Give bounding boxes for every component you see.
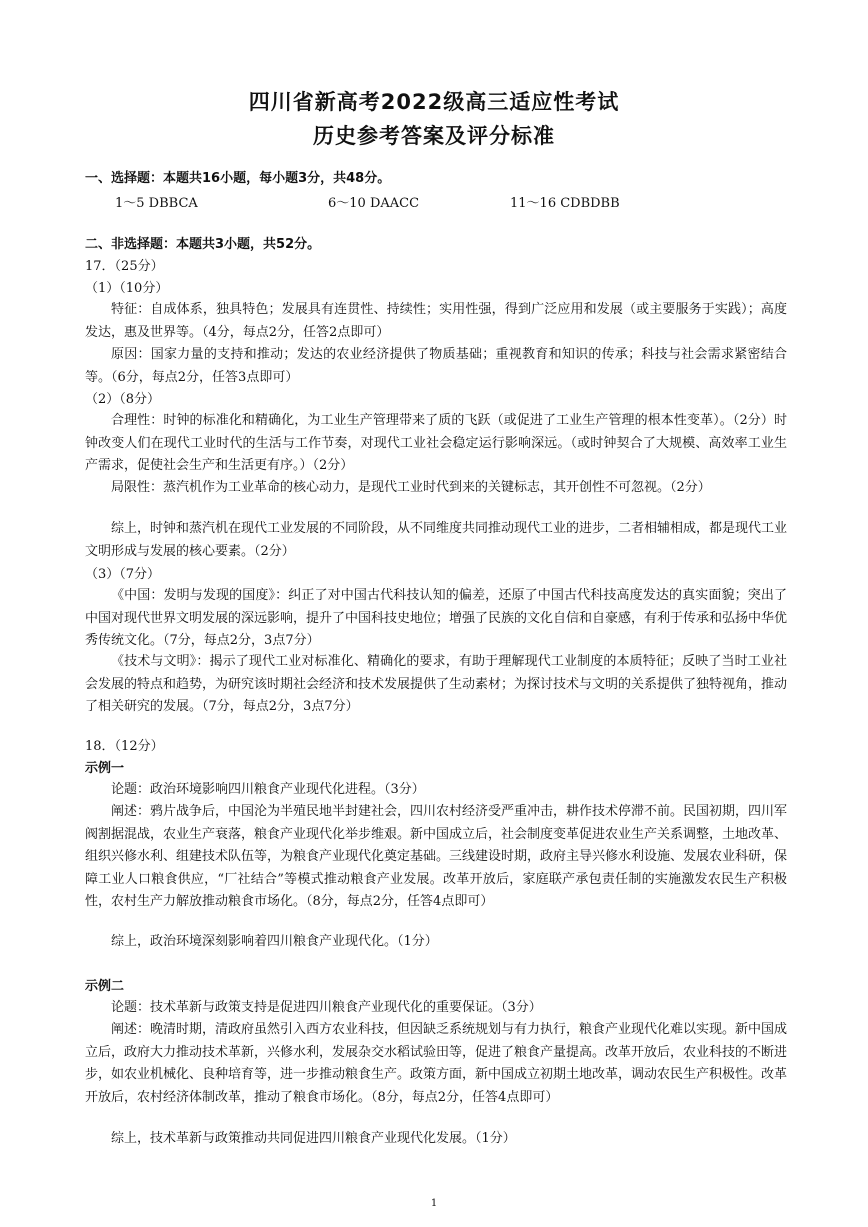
q17-label: 17．（25分） (85, 259, 164, 274)
q18-label: 18．（12分） (85, 739, 164, 754)
q17-part1-reasons: 原因：国家力量的支持和推动；发达的农业经济提供了物质基础；重视教育和知识的传承；科技与社会需求紧密结合等。（6分，每点2分，任答3点即可） (85, 347, 787, 385)
answer-group-1: 1～5 DBBCA (115, 196, 198, 211)
q17-part2-conclusion: 综上，时钟和蒸汽机在现代工业发展的不同阶段，从不同维度共同推动现代工业的进步，二者相辅相成，都是现代工业文明形成与发展的核心要素。（2分） (85, 521, 788, 559)
q18-example1-thesis: 论题：政治环境影响四川粮食产业现代化进程。（3分） (111, 782, 425, 797)
q18-example1-label: 示例一 (85, 761, 125, 776)
section1-heading: 一、选择题：本题共16小题，每小题3分，共48分。 (85, 171, 391, 186)
q18-example2-body: 阐述：晚清时期，清政府虽然引入西方农业科技，但因缺乏系统规划与有力执行，粮食产业现代化难以实现。新中国成立后，政府大力推动技术革新，兴修水利，发展杂交水稻试验田等，促进了粮食产量提高。改革开放后，农业科技的不断进步，如农业机械化、良种培育等，进一步推动粮食生产。政策方面，新中国成立初期土地改革，调动农民生产积极性。改革开放后，农村经济体制改革，推动了粮食市场化。（8分，每点2分，任答4点即可） (85, 1022, 788, 1105)
answer-group-3: 11～16 CDBDBB (510, 196, 620, 211)
answer-group-2: 6～10 DAACC (328, 196, 420, 211)
q17-part3-book2: 《技术与文明》：揭示了现代工业对标准化、精确化的要求，有助于理解现代工业制度的本质特征；反映了当时工业社会发展的特点和趋势，为研究该时期社会经济和技术发展提供了生动素材；为探讨技术与文明的关系提供了独特视角，推动了相关研究的发展。（7分，每点2分，3点7分） (85, 654, 788, 714)
document-title: 四川省新高考2022级高三适应性考试 (248, 90, 620, 114)
document-subtitle: 历史参考答案及评分标准 (313, 124, 555, 148)
q17-part3-book1: 《中国：发明与发现的国度》：纠正了对中国古代科技认知的偏差，还原了中国古代科技高度发达的真实面貌；突出了中国对现代世界文明发展的深远影响，提升了中国科技史地位；增强了民族的文化自信和自豪感，有利于传承和弘扬中华优秀传统文化。（7分，每点2分，3点7分） (85, 588, 788, 648)
section2-heading: 二、非选择题：本题共3小题，共52分。 (85, 237, 321, 252)
q17-part2-label: （2）（8分） (85, 392, 161, 407)
q17-part2-rationality: 合理性：时钟的标准化和精确化，为工业生产管理带来了质的飞跃（或促进了工业生产管理的根本性变革）。（2分）时钟改变人们在现代工业时代的生活与工作节奏，对现代工业社会稳定运行影响深远。（或时钟契合了大规模、高效率工业生产需求，促使社会生产和生活更有序。）（2分） (85, 413, 787, 473)
q17-part3-label: （3）（7分） (85, 567, 161, 582)
q17-part1-features: 特征：自成体系，独具特色；发展具有连贯性、持续性；实用性强，得到广泛应用和发展（或主要服务于实践）；高度发达，惠及世界等。（4分，每点2分，任答2点即可） (85, 302, 787, 340)
q18-example1-conclusion: 综上，政治环境深刻影响着四川粮食产业现代化。（1分） (111, 934, 438, 949)
q17-part2-limitation: 局限性：蒸汽机作为工业革命的核心动力，是现代工业时代到来的关键标志，其开创性不可忽视。（2分） (111, 480, 711, 495)
q18-example2-thesis: 论题：技术革新与政策支持是促进四川粮食产业现代化的重要保证。（3分） (111, 1000, 542, 1015)
q18-example2-conclusion: 综上，技术革新与政策推动共同促进四川粮食产业现代化发展。（1分） (111, 1131, 516, 1146)
q18-example1-body: 阐述：鸦片战争后，中国沦为半殖民地半封建社会，四川农村经济受严重冲击，耕作技术停滞不前。民国初期，四川军阀割据混战，农业生产衰落，粮食产业现代化举步维艰。新中国成立后，社会制度变革促进农业生产关系调整，土地改革、组织兴修水利、组建技术队伍等，为粮食产业现代化奠定基础。三线建设时期，政府主导兴修水利设施、发展农业科研，保障工业人口粮食供应，“厂社结合”等模式推动粮食产业发展。改革开放后，家庭联产承包责任制的实施激发农民生产积极性，农村生产力解放推动粮食市场化。（8分，每点2分，任答4点即可） (85, 804, 788, 909)
q18-example2-label: 示例二 (85, 979, 125, 994)
page-number: 1 (430, 1198, 438, 1209)
q17-part1-label: （1）（10分） (85, 281, 169, 296)
